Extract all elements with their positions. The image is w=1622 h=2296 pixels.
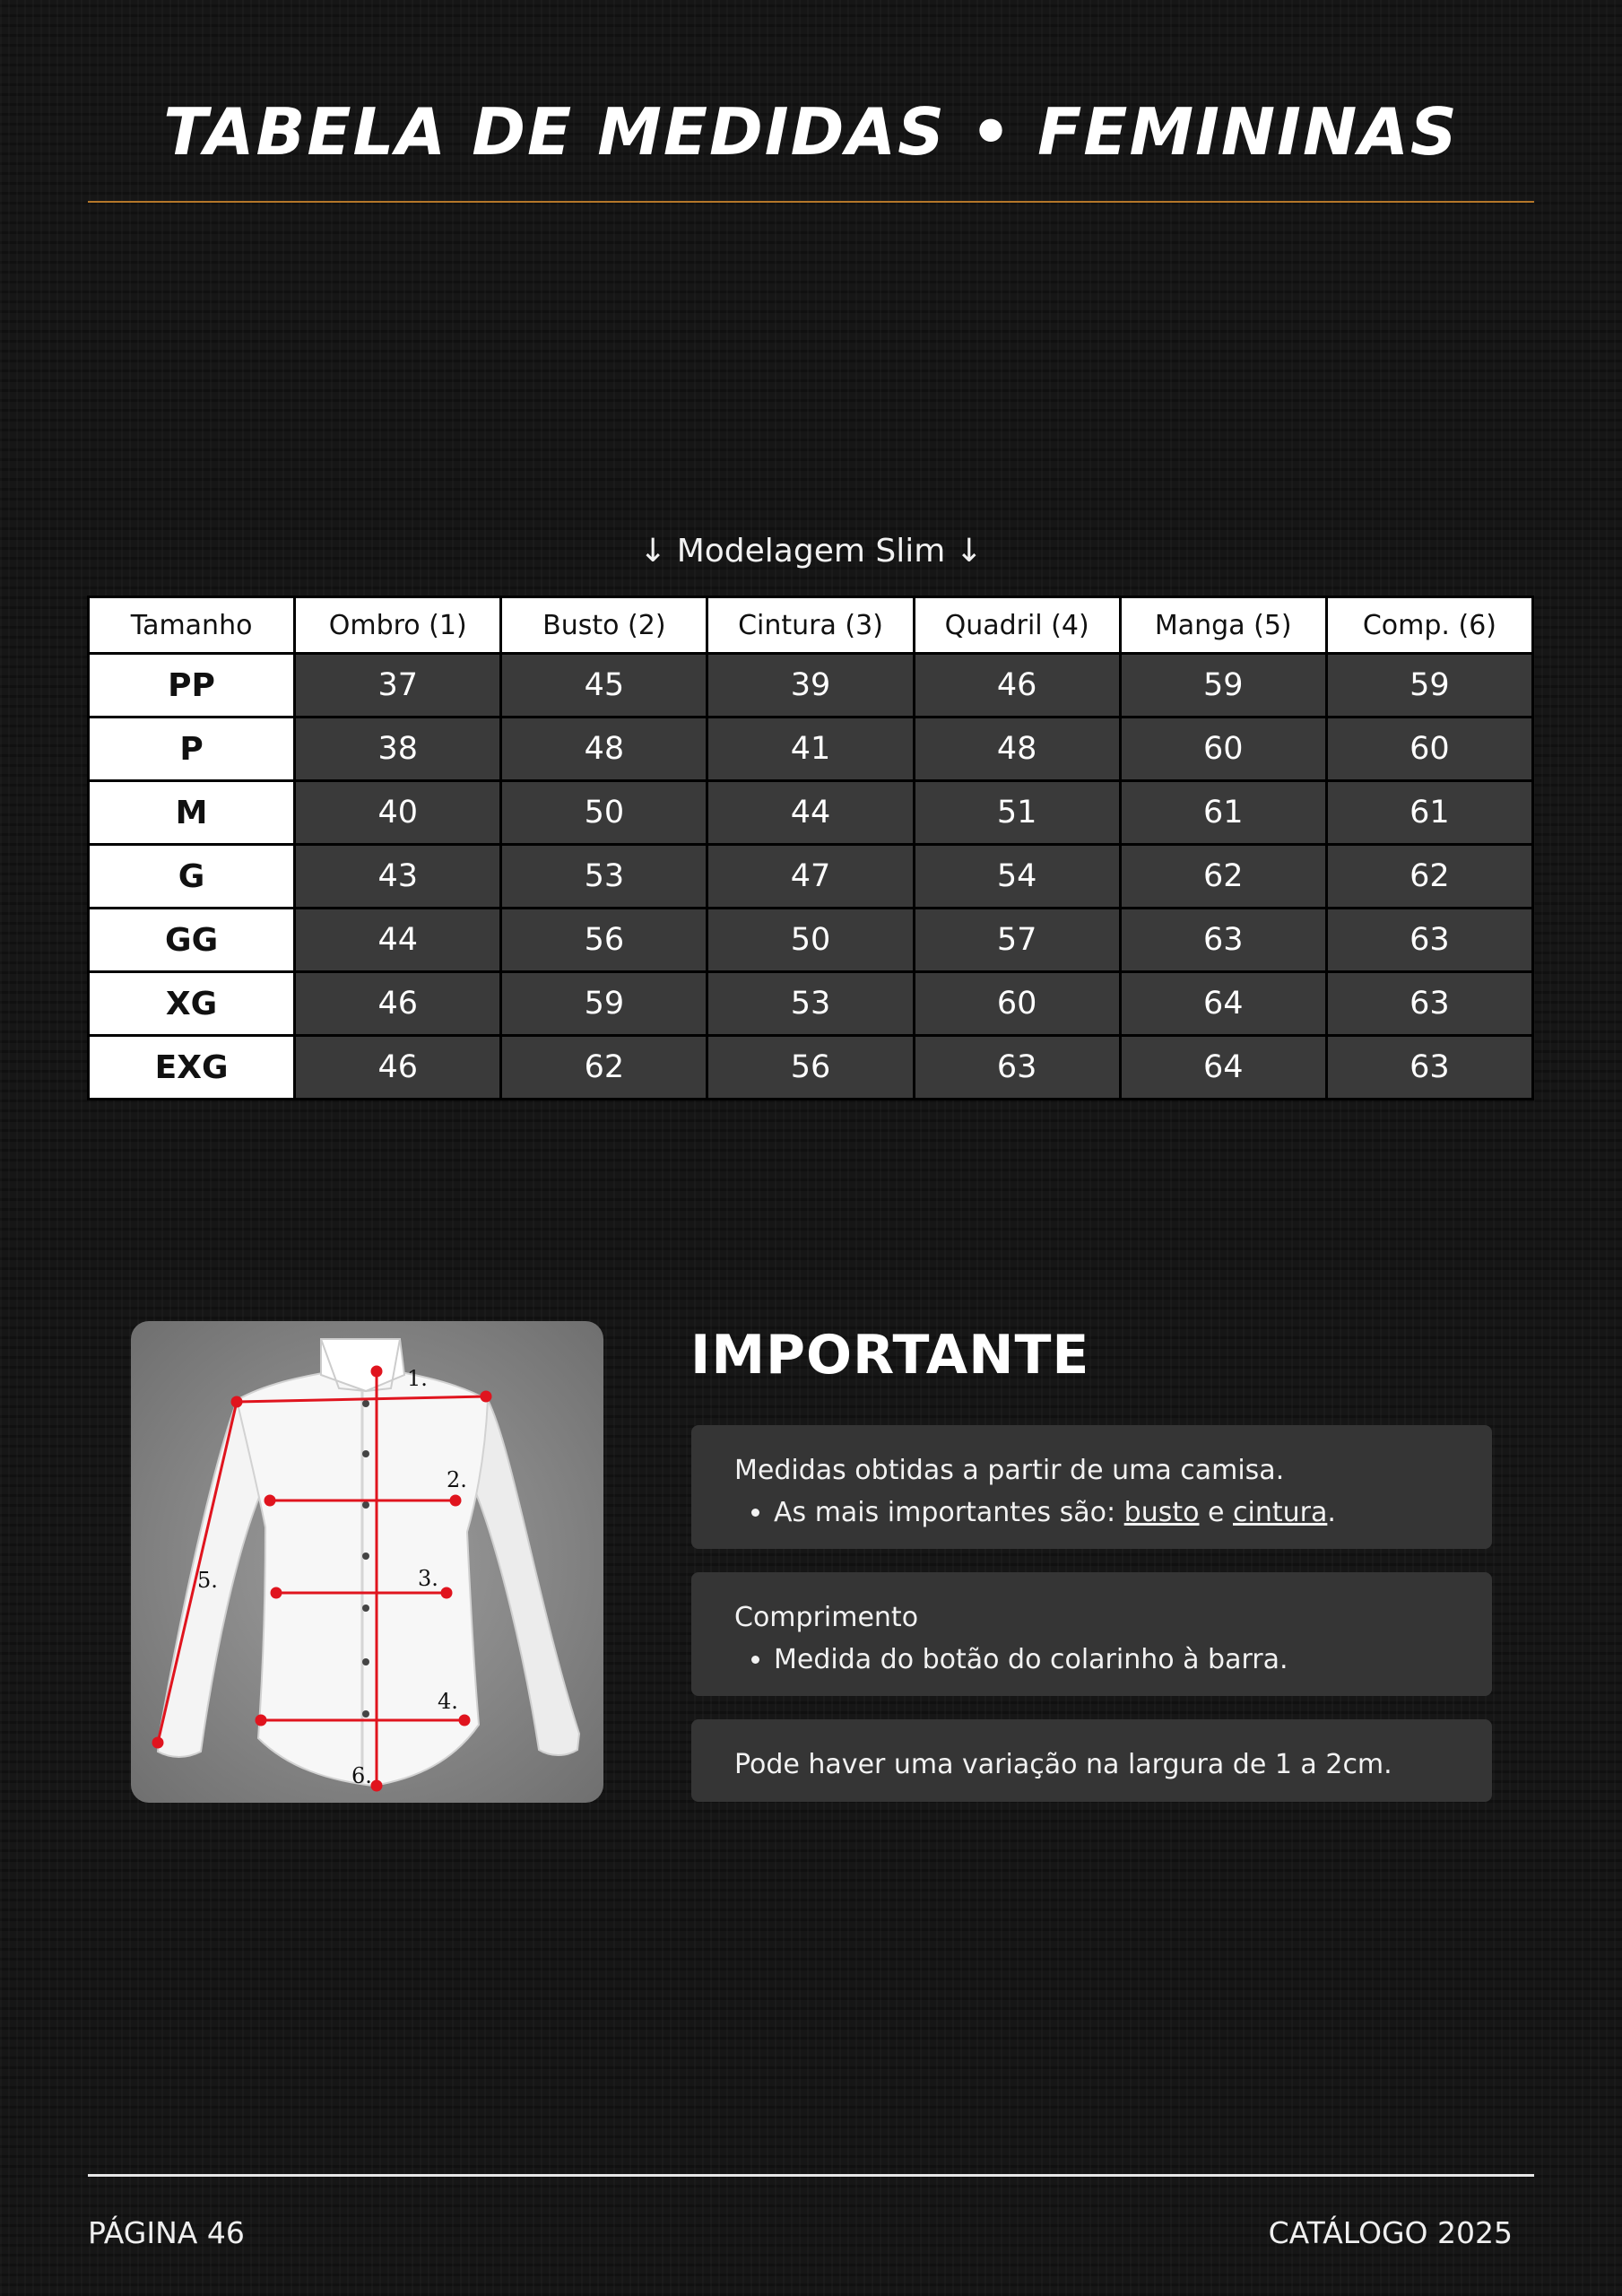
value-cell: 38 xyxy=(296,718,499,779)
size-cell: M xyxy=(90,782,293,843)
info-card-line: Pode haver uma variação na largura de 1 a 2cm. xyxy=(734,1749,1392,1780)
value-cell: 62 xyxy=(502,1037,706,1098)
info-card-list xyxy=(734,1639,1449,1682)
value-cell: 53 xyxy=(708,973,912,1034)
value-cell: 60 xyxy=(915,973,1119,1034)
value-cell: 56 xyxy=(708,1037,912,1098)
value-cell: 59 xyxy=(1328,655,1531,716)
header-cell: Busto (2) xyxy=(502,598,706,652)
size-cell: GG xyxy=(90,909,293,970)
table-row xyxy=(90,846,1531,907)
value-cell: 48 xyxy=(915,718,1119,779)
value-cell: 60 xyxy=(1122,718,1325,779)
value-cell: 50 xyxy=(708,909,912,970)
label-4: 4. xyxy=(438,1689,458,1714)
size-cell: PP xyxy=(90,655,293,716)
value-cell: 63 xyxy=(1328,909,1531,970)
size-cell: G xyxy=(90,846,293,907)
label-6: 6. xyxy=(351,1763,372,1788)
value-cell: 46 xyxy=(915,655,1119,716)
shirt-measurement-diagram xyxy=(131,1321,603,1803)
size-table-header-row xyxy=(90,598,1531,652)
size-cell: P xyxy=(90,718,293,779)
table-row xyxy=(90,718,1531,779)
header-cell: Comp. (6) xyxy=(1328,598,1531,652)
table-subtitle: ↓ Modelagem Slim ↓ xyxy=(639,533,983,570)
value-cell: 62 xyxy=(1328,846,1531,907)
label-2: 2. xyxy=(447,1467,467,1492)
header-cell: Tamanho xyxy=(90,598,293,652)
header-cell: Quadril (4) xyxy=(915,598,1119,652)
bust-link[interactable]: busto xyxy=(1123,1496,1200,1528)
value-cell: 59 xyxy=(1122,655,1325,716)
value-cell: 62 xyxy=(1122,846,1325,907)
value-cell: 57 xyxy=(915,909,1119,970)
value-cell: 53 xyxy=(502,846,706,907)
label-3: 3. xyxy=(418,1566,438,1591)
value-cell: 54 xyxy=(915,846,1119,907)
table-row xyxy=(90,1037,1531,1098)
value-cell: 44 xyxy=(708,782,912,843)
size-table xyxy=(87,596,1534,1100)
shirt-shape xyxy=(158,1339,579,1786)
info-card-measurements xyxy=(691,1425,1492,1549)
value-cell: 43 xyxy=(296,846,499,907)
value-cell: 46 xyxy=(296,1037,499,1098)
table-row xyxy=(90,909,1531,970)
value-cell: 63 xyxy=(1328,1037,1531,1098)
value-cell: 63 xyxy=(1122,909,1325,970)
value-cell: 44 xyxy=(296,909,499,970)
value-cell: 41 xyxy=(708,718,912,779)
info-card-variation xyxy=(691,1719,1492,1802)
value-cell: 56 xyxy=(502,909,706,970)
value-cell: 37 xyxy=(296,655,499,716)
page-number: PÁGINA 46 xyxy=(88,2215,245,2250)
bullet-text: . xyxy=(1327,1496,1336,1528)
value-cell: 51 xyxy=(915,782,1119,843)
header-cell: Cintura (3) xyxy=(708,598,912,652)
table-row xyxy=(90,973,1531,1034)
value-cell: 45 xyxy=(502,655,706,716)
value-cell: 61 xyxy=(1122,782,1325,843)
value-cell: 50 xyxy=(502,782,706,843)
title-divider xyxy=(88,201,1534,203)
info-card-length xyxy=(691,1572,1492,1696)
table-row xyxy=(90,782,1531,843)
bullet-text: As mais importantes são: xyxy=(774,1496,1124,1528)
info-card-line: Medidas obtidas a partir de uma camisa. xyxy=(734,1455,1285,1486)
catalog-label: CATÁLOGO 2025 xyxy=(1268,2215,1513,2250)
value-cell: 63 xyxy=(915,1037,1119,1098)
value-cell: 48 xyxy=(502,718,706,779)
bullet-text: e xyxy=(1199,1496,1233,1528)
info-card-list xyxy=(734,1492,1449,1535)
page-title: TABELA DE MEDIDAS • FEMININAS xyxy=(163,94,1459,170)
list-item xyxy=(774,1492,1449,1535)
value-cell: 46 xyxy=(296,973,499,1034)
table-row xyxy=(90,655,1531,716)
value-cell: 64 xyxy=(1122,1037,1325,1098)
header-cell: Ombro (1) xyxy=(296,598,499,652)
value-cell: 63 xyxy=(1328,973,1531,1034)
value-cell: 64 xyxy=(1122,973,1325,1034)
info-card-heading: Comprimento xyxy=(734,1602,919,1633)
label-5: 5. xyxy=(197,1568,218,1593)
important-heading: IMPORTANTE xyxy=(690,1324,1090,1387)
value-cell: 61 xyxy=(1328,782,1531,843)
value-cell: 40 xyxy=(296,782,499,843)
shirt-illustration xyxy=(131,1321,603,1803)
header-cell: Manga (5) xyxy=(1122,598,1325,652)
value-cell: 47 xyxy=(708,846,912,907)
footer-divider xyxy=(88,2174,1534,2177)
size-cell: EXG xyxy=(90,1037,293,1098)
size-cell: XG xyxy=(90,973,293,1034)
list-item: • Medida do botão do colarinho à barra. xyxy=(774,1639,1449,1682)
value-cell: 60 xyxy=(1328,718,1531,779)
label-1: 1. xyxy=(407,1366,428,1391)
value-cell: 59 xyxy=(502,973,706,1034)
waist-link[interactable]: cintura xyxy=(1233,1496,1328,1528)
value-cell: 39 xyxy=(708,655,912,716)
